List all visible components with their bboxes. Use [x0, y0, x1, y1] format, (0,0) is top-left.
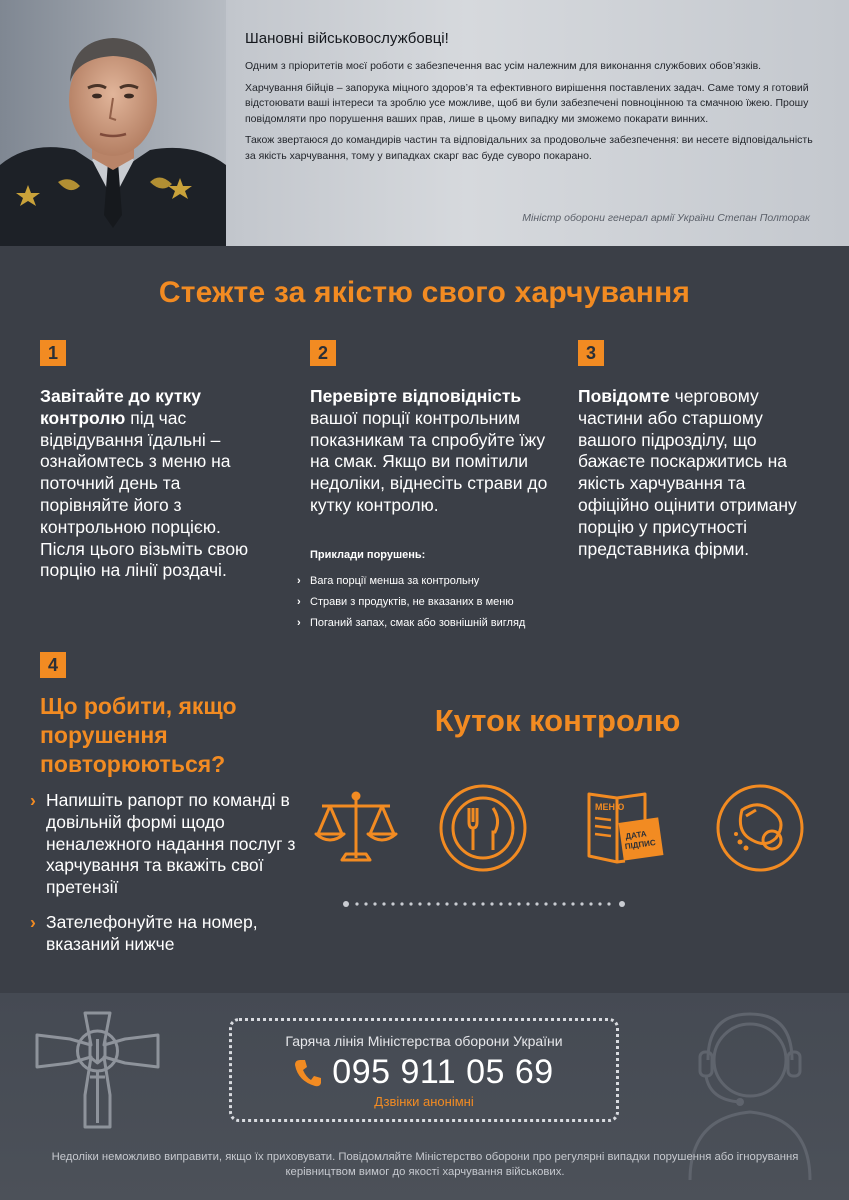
chevron-right-icon: ›: [30, 790, 36, 810]
phone-icon: [294, 1058, 322, 1088]
list-item: › Вага порції менша за контрольну: [297, 575, 480, 587]
signature-label: ПІДПИС: [624, 838, 657, 852]
menu-label: МЕНЮ: [595, 802, 625, 812]
step-1-badge: 1: [40, 340, 66, 366]
step-4-badge: 4: [40, 652, 66, 678]
minister-letter: [245, 30, 815, 170]
step-1-body: під час відвідування їдальні – ознайомтесь з меню на поточний день та порівняйте його з контрольною порцією. Після цього візьміть свою порцію на лінії роздачі.: [40, 407, 249, 581]
letter-paragraph: Харчування бійців – запорука міцного здоров’я та ефективного вирішення поставлених задач. Саме тому я готовий відстоювати ваші інтереси та зроблю усе можливе, щоб ви були забезпечені повноцінною та смачною їжею. Прошу повідомляти про порушення ваших прав, лише в цьому випадку ми зможемо покарати винних.: [245, 81, 809, 125]
minister-letter-header: [0, 0, 849, 246]
hotline-phone-number[interactable]: 095 911 05 69: [332, 1053, 554, 1091]
examples-title: Приклади порушень:: [310, 549, 426, 561]
letter-paragraph: Також звертаюся до командирів частин та відповідальних за продовольче забезпечення: ви несете відповідальність за якість харчування, тому у випадках скарг вас буде суворо покарано.: [245, 134, 813, 162]
chevron-right-icon: ›: [297, 617, 301, 629]
step-4-title: Що робити, якщо порушення повторюються?: [40, 693, 237, 777]
anonymous-calls-note: Дзвінки анонімні: [374, 1094, 474, 1109]
ministry-emblem-icon: [30, 1005, 165, 1135]
plate-cutlery-icon: [435, 780, 531, 876]
page-title: Стежте за якістю свого харчування: [158, 276, 691, 309]
list-item: › Поганий запах, смак або зовнішній вигляд: [297, 617, 526, 629]
letter-greeting: Шановні військовослужбовці!: [245, 30, 449, 47]
scales-icon: [308, 780, 404, 876]
menu-document-icon: [575, 780, 671, 876]
minister-portrait: [0, 0, 226, 246]
letter-paragraph: Одним з пріоритетів моєї роботи є забезпечення вас усім належним для виконання службових обов’язків.: [245, 60, 762, 72]
chevron-right-icon: ›: [297, 596, 301, 608]
letter-signature: Міністр оборони генерал армії України Степан Полторак: [522, 212, 810, 224]
violations-list: [297, 575, 557, 638]
step-3-bold: Повідомте: [578, 386, 670, 406]
step-2-badge: 2: [310, 340, 336, 366]
dotted-divider: [340, 898, 630, 910]
step-2-body: вашої порції контрольним показникам та спробуйте їжу на смак. Якщо ви помітили недоліки, віднесіть страви до кутку контролю.: [310, 407, 548, 515]
step-3-text: [578, 386, 818, 560]
list-item: › Страви з продуктів, не вказаних в меню: [297, 596, 514, 608]
step-1-text: [40, 386, 265, 582]
step-2-bold: Перевірте відповідність: [310, 386, 522, 406]
control-corner-icons: [300, 780, 820, 890]
phone-row: [232, 1053, 616, 1092]
step-3-body: черговому частини або старшому вашого підрозділу, що бажаєте поскаржитись на якість харчування та офіційно оцінити отриману порцію у присутності представника фірми.: [578, 386, 797, 559]
step-1-bold: Завітайте до кутку контролю: [40, 386, 201, 428]
hotline-box: [229, 1018, 619, 1122]
step-3-badge: 3: [578, 340, 604, 366]
food-plate-icon: [712, 780, 808, 876]
date-label: ДАТА: [624, 829, 648, 842]
list-item: › Напишіть рапорт по команді в довільній формі щодо неналежного надання послуг з харчування та вкажіть свої претензії: [30, 790, 296, 898]
hotline-title: Гаряча лінія Міністерства оборони України: [285, 1033, 563, 1049]
step-2-text: [310, 386, 550, 517]
chevron-right-icon: ›: [297, 575, 301, 587]
actions-list: [30, 790, 300, 969]
control-corner-title: Куток контролю: [434, 703, 681, 738]
chevron-right-icon: ›: [30, 911, 36, 932]
list-item: › Зателефонуйте на номер, вказаний нижче: [30, 911, 258, 954]
bottom-note: Недоліки неможливо виправити, якщо їх приховувати. Повідомляйте Міністерство оборони про регулярні випадки порушення або ігнорування керівництвом вимог до якості харчування військових.: [51, 1151, 799, 1178]
